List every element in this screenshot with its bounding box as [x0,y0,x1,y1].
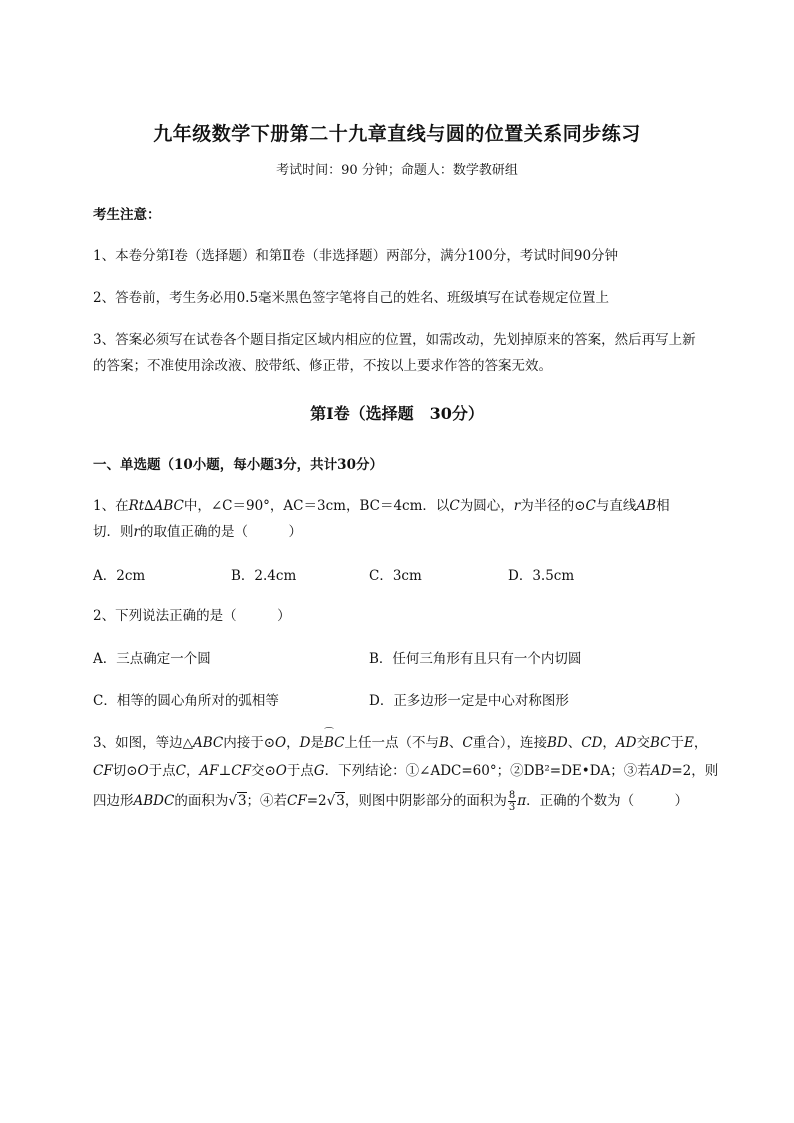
sqrt-3: √3 [228,793,247,809]
question-2-stem: 2、下列说法正确的是（ ） [93,608,291,624]
notice-item: 3、答案必须写在试卷各个题目指定区域内相应的位置，如需改动，先划掉原来的答案，然后再写上新 [93,332,696,348]
question-3-line-1: 3、如图，等边△ABC内接于⊙O，D是⌒ BC上任一点（不与B、C重合），连接BD、CD，AD交BC于E， [93,731,707,751]
question-3-line-3: 四边形ABDC的面积为√3；④若CF=2√3，则图中阴影部分的面积为 $\frac{8}{3}$ π．正确的个数为（ ） [93,790,689,813]
section-title: 第Ⅰ卷（选择题 30分） [310,404,484,423]
q1-option-d[interactable]: D．3.5cm [508,568,575,584]
fraction-8-3: $\frac{8}{3}$ [508,790,516,813]
sqrt-3: √3 [326,793,345,809]
question-3-line-2: CF切⊙O于点C，AF⊥CF交⊙O于点G．下列结论：①∠ADC=60°；②DB²=DE•DA；③若AD=2，则 [93,763,719,779]
notice-heading: 考生注意： [93,207,161,223]
q1-option-a[interactable]: A．2cm [93,568,146,584]
q2-option-d[interactable]: D．正多边形一定是中心对称图形 [369,693,569,709]
q2-option-a[interactable]: A．三点确定一个圆 [93,651,211,667]
question-1-line-1: 1、在Rt∆ABC中，∠C＝90°，AC＝3cm，BC＝4cm．以C为圆心，r为半径的⊙C与直线AB相 [93,498,670,514]
notice-item: 的答案；不准使用涂改液、胶带纸、修正带，不按以上要求作答的答案无效。 [93,358,552,374]
page-title: 九年级数学下册第二十九章直线与圆的位置关系同步练习 [153,123,641,145]
q2-option-b[interactable]: B．任何三角形有且只有一个内切圆 [369,651,582,667]
q2-option-c[interactable]: C．相等的圆心角所对的弧相等 [93,693,279,709]
question-1-line-2: 切．则r的取值正确的是（ ） [93,524,302,540]
notice-item: 2、答卷前，考生务必用0.5毫米黑色签字笔将自己的姓名、班级填写在试卷规定位置上 [93,290,610,306]
q1-option-b[interactable]: B．2.4cm [231,568,297,584]
arc-bc: ⌒ BC [324,735,345,751]
notice-item: 1、本卷分第Ⅰ卷（选择题）和第Ⅱ卷（非选择题）两部分，满分100分，考试时间90分钟 [93,248,619,264]
q1-option-c[interactable]: C．3cm [369,568,422,584]
part-heading: 一、单选题（10小题，每小题3分，共计30分） [93,457,383,473]
exam-info: 考试时间：90 分钟；命题人：数学教研组 [276,163,518,178]
